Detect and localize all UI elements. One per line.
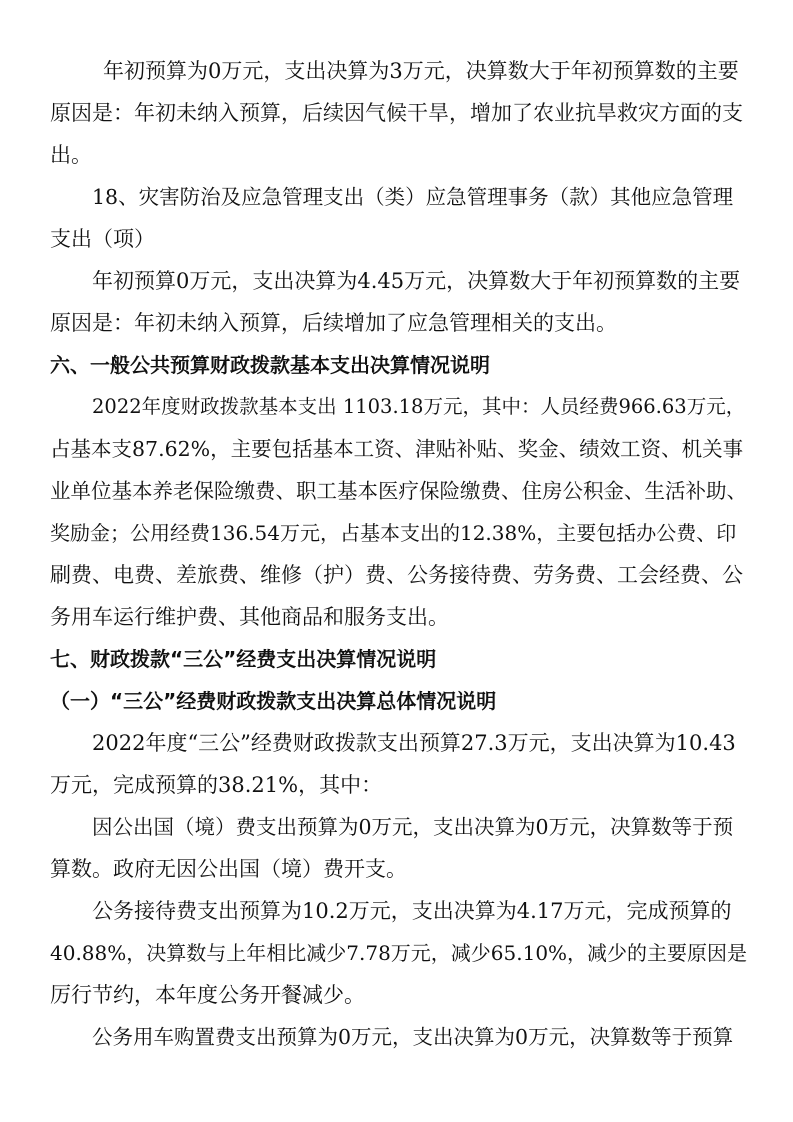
section-heading: （一）“三公”经费财政拨款支出决算总体情况说明 (50, 689, 497, 713)
body-text-line: 原因是：年初未纳入预算，后续因气候干旱，增加了农业抗旱救灾方面的支 (50, 101, 743, 125)
body-text-line: 算数。政府无因公出国（境）费开支。 (50, 857, 407, 881)
body-text-line: 公务接待费支出预算为10.2万元，支出决算为4.17万元，完成预算的 (92, 899, 732, 923)
body-text-line: 万元，完成预算的38.21%，其中： (50, 773, 383, 797)
body-text-line: 支出（项） (50, 227, 155, 251)
body-text-line: 公务用车购置费支出预算为0万元，支出决算为0万元，决算数等于预算 (92, 1025, 734, 1049)
section-heading: 六、一般公共预算财政拨款基本支出决算情况说明 (50, 353, 490, 377)
section-heading: 七、财政拨款“三公”经费支出决算情况说明 (50, 647, 437, 671)
body-text-line: 原因是：年初未纳入预算，后续增加了应急管理相关的支出。 (50, 311, 617, 335)
body-text-line: 厉行节约，本年度公务开餐减少。 (50, 983, 365, 1007)
body-text-line: 因公出国（境）费支出预算为0万元，支出决算为0万元，决算数等于预 (92, 815, 734, 839)
body-text-line: 年初预算0万元，支出决算为4.45万元，决算数大于年初预算数的主要 (92, 269, 741, 293)
body-text-line: 业单位基本养老保险缴费、职工基本医疗保险缴费、住房公积金、生活补助、 (50, 479, 747, 503)
body-text-line: 出。 (50, 143, 92, 167)
body-text-line: 奖励金；公用经费136.54万元，占基本支出的12.38%，主要包括办公费、印 (50, 521, 737, 545)
body-text-line: 刷费、电费、差旅费、维修（护）费、公务接待费、劳务费、工会经费、公 (50, 563, 743, 587)
body-text-line: 年初预算为0万元，支出决算为3万元，决算数大于年初预算数的主要 (103, 59, 739, 83)
body-text-line: 18、灾害防治及应急管理支出（类）应急管理事务（款）其他应急管理 (92, 185, 734, 209)
body-text-line: 2022年度“三公”经费财政拨款支出预算27.3万元，支出决算为10.43 (92, 731, 736, 755)
body-text-line: 40.88%，决算数与上年相比减少7.78万元，减少65.10%，减少的主要原因是 (50, 941, 748, 965)
body-text-line: 2022年度财政拨款基本支出 1103.18万元，其中：人员经费966.63万元， (92, 395, 746, 418)
body-text-line: 占基本支87.62%，主要包括基本工资、津贴补贴、奖金、绩效工资、机关事 (50, 437, 744, 461)
body-text-line: 务用车运行维护费、其他商品和服务支出。 (50, 605, 449, 629)
